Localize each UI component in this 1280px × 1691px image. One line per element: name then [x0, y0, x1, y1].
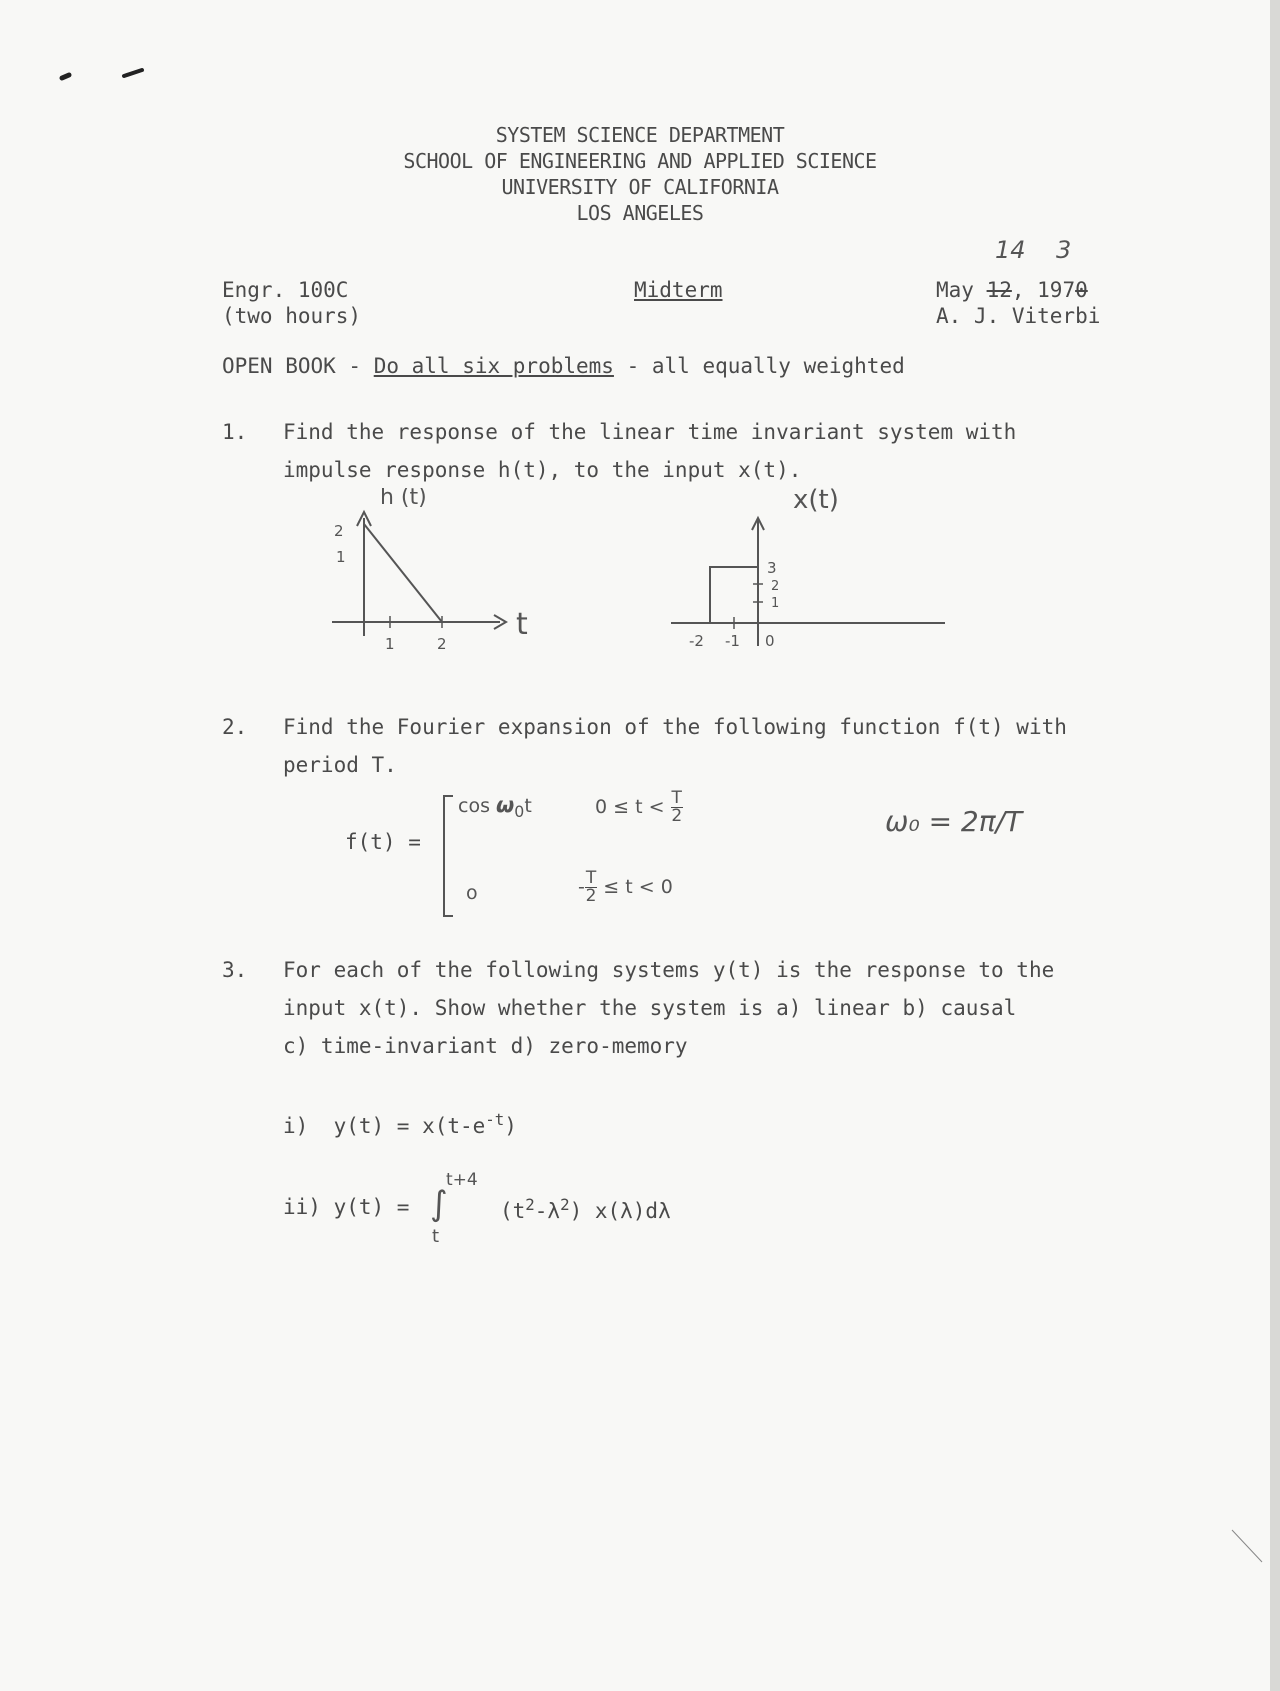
case-1-condition — [595, 790, 683, 825]
problem-2-number: 2. — [222, 715, 248, 739]
eq1-sup: -t — [485, 1110, 505, 1129]
case-1-omega: ω — [496, 793, 515, 817]
case-2-frac-den: 2 — [585, 886, 597, 906]
eq2-integrand — [500, 1195, 671, 1223]
problem-1-line-1: Find the response of the linear time invariant system with — [283, 420, 1017, 444]
city-line: LOS ANGELES — [576, 201, 704, 225]
piecewise-brace — [443, 795, 453, 917]
plot-x-ytick-1: 1 — [771, 596, 780, 611]
department-line: SYSTEM SCIENCE DEPARTMENT — [495, 123, 785, 147]
instructions-prefix: OPEN BOOK - — [222, 354, 374, 378]
eq2-integral-sign: ∫ — [430, 1184, 448, 1224]
plot-h-axis-label: t — [516, 607, 528, 642]
plot-x-xtick-neg2: -2 — [689, 632, 704, 650]
eq2-square-2: 2 — [560, 1195, 570, 1214]
eq2-integrand-b: -λ — [534, 1199, 561, 1223]
eq1-left: i) y(t) = x(t-e — [283, 1114, 486, 1138]
course-duration: (two hours) — [222, 304, 362, 328]
eq2-square-1: 2 — [525, 1195, 535, 1214]
date-prefix: May — [936, 278, 987, 302]
case-2-frac-num: T — [585, 868, 597, 888]
instructions-suffix: - all equally weighted — [613, 354, 905, 378]
problem-3-equation-1 — [283, 1110, 517, 1138]
plot-h-ytick-1: 1 — [336, 548, 346, 566]
plot-x-ytick-3: 3 — [767, 559, 777, 577]
problem-3-line-2: input x(t). Show whether the system is a) linear b) causal — [283, 996, 1017, 1020]
date-mid: , 197 — [1011, 278, 1076, 302]
handwritten-omega-note: ω₀ = 2π/T — [885, 805, 1023, 838]
exam-date — [936, 278, 1088, 302]
plot-x-xtick-neg1: -1 — [725, 632, 740, 650]
plot-x-title: x(t) — [793, 486, 839, 515]
problem-1-line-2: impulse response h(t), to the input x(t). — [283, 458, 802, 482]
plot-h-ytick-2: 2 — [334, 522, 344, 540]
problem-2-line-1: Find the Fourier expansion of the following function f(t) with — [283, 715, 1067, 739]
problem-1-number: 1. — [222, 420, 248, 444]
piecewise-lhs: f(t) = — [345, 830, 421, 854]
date-struck-day: 12 — [986, 278, 1012, 302]
exam-type: Midterm — [634, 278, 723, 302]
case-1-t: t — [524, 795, 532, 817]
plot-h-xtick-2: 2 — [437, 635, 447, 653]
instructions — [222, 354, 905, 378]
plot-x-of-t — [665, 486, 955, 656]
plot-x-xtick-0: 0 — [765, 632, 775, 650]
handwritten-correction: 14 3 — [995, 236, 1072, 264]
plot-h-title: h (t) — [380, 488, 427, 510]
eq2-lower-limit: t — [432, 1226, 440, 1247]
eq2-upper-limit: t+4 — [446, 1170, 478, 1190]
problem-3-number: 3. — [222, 958, 248, 982]
plot-h-ramp — [364, 524, 442, 622]
case-2-fraction — [585, 870, 597, 905]
problem-2-line-2: period T. — [283, 753, 397, 777]
case-1-sub: 0 — [514, 802, 525, 822]
plot-x-pulse — [710, 567, 758, 623]
case-1-cos: cos — [458, 795, 497, 817]
school-line: SCHOOL OF ENGINEERING AND APPLIED SCIENCE — [403, 149, 877, 173]
eq2-integrand-a: (t — [500, 1199, 526, 1223]
plot-h-of-t — [320, 488, 550, 658]
eq1-right: ) — [504, 1114, 517, 1138]
case-2-value: o — [466, 882, 478, 904]
instructions-underlined: Do all six problems — [373, 354, 614, 378]
instructor-name: A. J. Viterbi — [936, 304, 1101, 328]
case-1-cond-left: 0 ≤ t < — [595, 796, 665, 818]
case-2-cond-minus: - — [578, 876, 585, 898]
case-2-condition — [578, 870, 673, 905]
plot-h-xtick-1: 1 — [385, 635, 395, 653]
problem-3-line-1: For each of the following systems y(t) is the response to the — [283, 958, 1055, 982]
university-line: UNIVERSITY OF CALIFORNIA — [501, 175, 779, 199]
eq2-integrand-c: ) x(λ)dλ — [569, 1199, 671, 1223]
problem-3-line-3: c) time-invariant d) zero-memory — [283, 1034, 688, 1058]
course-code: Engr. 100C — [222, 278, 349, 302]
case-2-cond-right: ≤ t < 0 — [603, 876, 673, 898]
case-1-expression — [458, 793, 532, 821]
case-1-frac-num: T — [671, 788, 682, 808]
date-struck-year-digit: 0 — [1075, 278, 1088, 302]
case-1-frac-den: 2 — [671, 806, 683, 826]
plot-x-ytick-2: 2 — [771, 579, 780, 594]
case-1-fraction — [671, 790, 683, 825]
problem-3-equation-2-lhs: ii) y(t) = — [283, 1195, 410, 1219]
